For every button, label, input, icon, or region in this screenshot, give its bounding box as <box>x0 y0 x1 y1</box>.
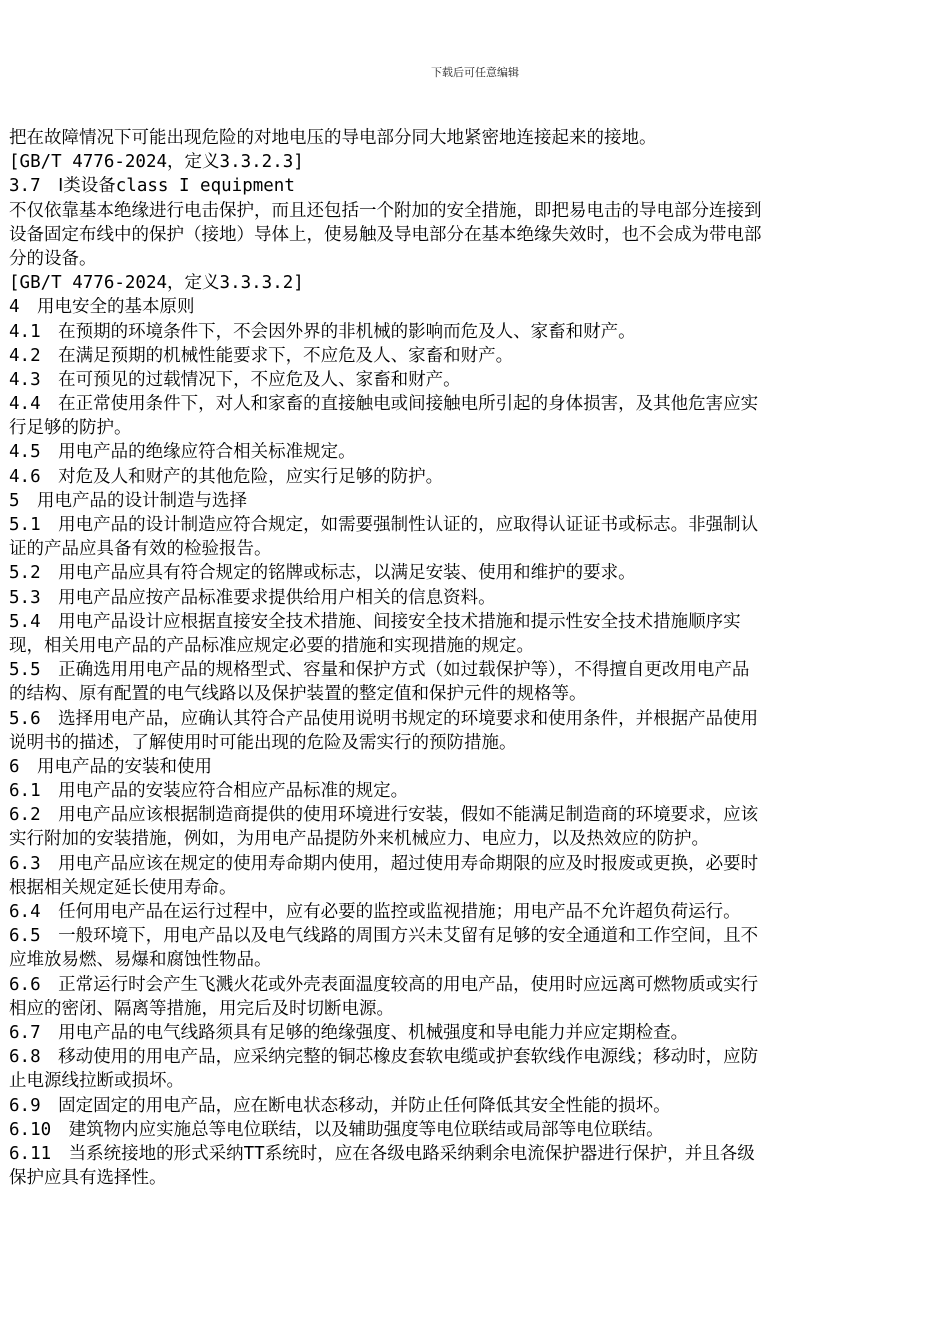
text-line: 6.9 固定固定的用电产品，应在断电状态移动，并防止任何降低其安全性能的损坏。 <box>9 1095 671 1116</box>
text-line: 6.10 建筑物内应实施总等电位联结，以及辅助强度等电位联结或局部等电位联结。 <box>9 1119 664 1140</box>
text-line: 根据相关规定延长使用寿命。 <box>9 877 237 898</box>
text-line: 6.4 任何用电产品在运行过程中，应有必要的监控或监视措施；用电产品不允许超负荷运行。 <box>9 902 741 922</box>
text-line: 3.7 Ⅰ类设备class I equipment <box>9 176 295 197</box>
text-line: 4.4 在正常使用条件下，对人和家畜的直接触电或间接触电所引起的身体损害，及其他危害应实 <box>9 394 759 415</box>
text-line: 6 用电产品的安装和使用 <box>9 756 213 777</box>
document-body <box>9 126 935 1190</box>
text-line: 6.5 一般环境下，用电产品以及电气线路的周围方兴未艾留有足够的安全通道和工作空间，且不 <box>9 926 759 947</box>
text-line: 5.3 用电产品应按产品标准要求提供给用户相关的信息资料。 <box>9 587 496 608</box>
text-line: 4.5 用电产品的绝缘应符合相关标准规定。 <box>9 442 356 463</box>
text-line: 5.2 用电产品应具有符合规定的铭牌或标志，以满足安装、使用和维护的要求。 <box>9 563 636 584</box>
text-line: 说明书的描述，了解使用时可能出现的危险及需实行的预防措施。 <box>9 732 517 753</box>
text-line: 5.5 正确选用用电产品的规格型式、容量和保护方式（如过载保护等），不得擅自更改用电产品 <box>9 660 750 681</box>
text-line: 实行附加的安装措施，例如，为用电产品提防外来机械应力、电应力，以及热效应的防护。 <box>9 829 709 850</box>
text-line: 6.11 当系统接地的形式采纳TT系统时，应在各级电路采纳剩余电流保护器进行保护，并且各级 <box>9 1143 755 1164</box>
text-line: [GB/T 4776-2024，定义3.3.3.2] <box>9 273 304 294</box>
text-line: [GB/T 4776-2024，定义3.3.2.3] <box>9 152 304 173</box>
text-line: 的结构、原有配置的电气线路以及保护装置的整定值和保护元件的规格等。 <box>9 684 587 705</box>
text-line: 分的设备。 <box>9 248 97 269</box>
text-line: 保护应具有选择性。 <box>9 1168 167 1189</box>
text-line: 4.6 对危及人和财产的其他危险，应实行足够的防护。 <box>9 466 444 487</box>
text-line: 6.3 用电产品应该在规定的使用寿命期内使用，超过使用寿命期限的应及时报废或更换，必要时 <box>9 853 759 874</box>
text-line: 相应的密闭、隔离等措施，用完后及时切断电源。 <box>9 998 394 1019</box>
text-line: 5.4 用电产品设计应根据直接安全技术措施、间接安全技术措施和提示性安全技术措施顺序实 <box>9 611 741 632</box>
text-line: 现，相关用电产品的产品标准应规定必要的措施和实现措施的规定。 <box>9 635 534 656</box>
page-header-note: 下载后可任意编辑 <box>431 66 519 79</box>
text-line: 4.2 在满足预期的机械性能要求下，不应危及人、家畜和财产。 <box>9 345 514 366</box>
text-line: 设备固定布线中的保护（接地）导体上，使易触及导电部分在基本绝缘失效时，也不会成为带电部 <box>9 224 762 245</box>
text-line: 证的产品应具备有效的检验报告。 <box>9 539 272 560</box>
text-line: 5.1 用电产品的设计制造应符合规定，如需要强制性认证的，应取得认证证书或标志。非强制认 <box>9 515 759 535</box>
text-line: 应堆放易燃、易爆和腐蚀性物品。 <box>9 950 272 971</box>
text-line: 4.1 在预期的环境条件下，不会因外界的非机械的影响而危及人、家畜和财产。 <box>9 321 636 342</box>
text-line: 6.2 用电产品应该根据制造商提供的使用环境进行安装，假如不能满足制造商的环境要求，应该 <box>9 805 759 826</box>
text-line: 5.6 选择用电产品，应确认其符合产品使用说明书规定的环境要求和使用条件，并根据产品使用 <box>9 708 759 729</box>
text-line: 6.8 移动使用的用电产品，应采纳完整的铜芯橡皮套软电缆或护套软线作电源线；移动时，应防 <box>9 1047 759 1068</box>
text-line: 5 用电产品的设计制造与选择 <box>9 490 248 511</box>
text-line: 6.6 正常运行时会产生飞溅火花或外壳表面温度较高的用电产品，使用时应远离可燃物质或实行 <box>9 974 759 995</box>
text-line: 止电源线拉断或损坏。 <box>9 1071 184 1092</box>
text-line: 6.7 用电产品的电气线路须具有足够的绝缘强度、机械强度和导电能力并应定期检查。 <box>9 1022 689 1043</box>
text-line: 4 用电安全的基本原则 <box>9 297 195 318</box>
text-line: 把在故障情况下可能出现危险的对地电压的导电部分同大地紧密地连接起来的接地。 <box>9 128 657 148</box>
text-line: 行足够的防护。 <box>9 418 132 439</box>
text-line: 4.3 在可预见的过载情况下，不应危及人、家畜和财产。 <box>9 369 461 390</box>
text-line: 不仅依靠基本绝缘进行电击保护，而且还包括一个附加的安全措施，即把易电击的导电部分连接到 <box>9 200 762 221</box>
text-line: 6.1 用电产品的安装应符合相应产品标准的规定。 <box>9 781 409 802</box>
